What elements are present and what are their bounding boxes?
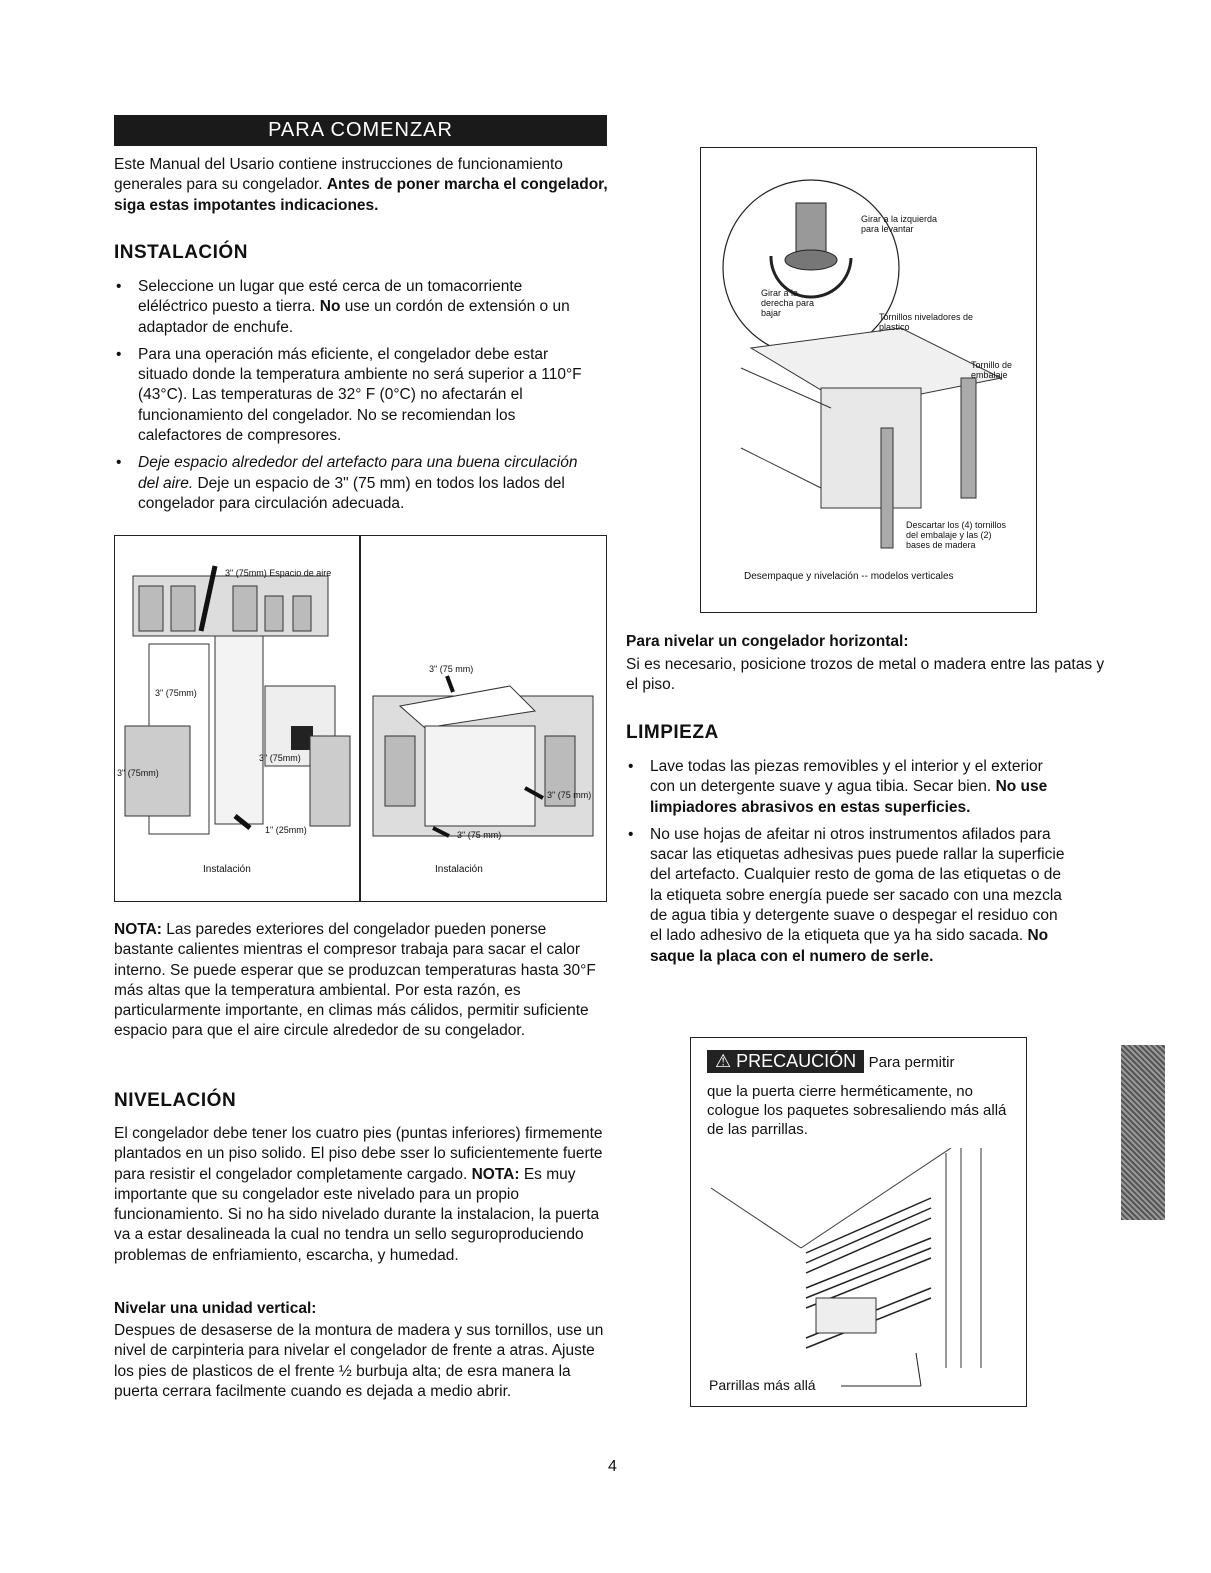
subheading-vertical: Nivelar una unidad vertical: xyxy=(114,1300,317,1317)
label-turn-left: Girar a la izquierda para levantar xyxy=(861,214,938,234)
list-item xyxy=(114,453,584,514)
caption-left: Instalación xyxy=(203,864,251,875)
label-back-gap: 1" (25mm) xyxy=(265,825,307,835)
intro-text: Este Manual del Usario contiene instrucciones de funcionamiento generales para su congelador. xyxy=(114,156,563,194)
caption-right: Instalación xyxy=(435,864,483,875)
list-item-bold: No use limpiadores abrasivos en estas superficies. xyxy=(650,778,1048,816)
label-right-gap: 3" (75 mm) xyxy=(547,790,592,800)
nota-label: NOTA: xyxy=(114,921,162,938)
list-item xyxy=(626,825,1066,967)
list-item xyxy=(626,757,1066,818)
list-item-text: use un cordón de extensión o un adaptador de enchufe. xyxy=(138,298,570,336)
nivelacion-paragraph xyxy=(114,1124,604,1266)
label-leveling-screws: Tornillos niveladores de plastico xyxy=(879,312,974,332)
limpieza-list xyxy=(626,757,1066,974)
installation-figure xyxy=(114,535,607,902)
nivelacion-text: Es muy importante que su congelador este nivelado para un propio funcionamiento. Si no ha sido nivelado durante la instalacion, la puerta va a estar desalineada la cual no tendra un sello seguroproduciendo problemas de enfriamiento, escarcha, y humedad. xyxy=(114,1165,600,1264)
intro-bold-text: Antes de poner marcha el congelador, siga estas impotantes indicaciones. xyxy=(114,176,608,214)
heading-nivelacion: NIVELACIÓN xyxy=(114,1090,237,1111)
leveling-caption: Desempaque y nivelación -- modelos verticales xyxy=(744,571,954,582)
nivelacion-note-label: NOTA: xyxy=(471,1165,520,1183)
label-top-gap: 3" (75 mm) xyxy=(429,664,474,674)
label-bottom-gap: 3" (75 mm) xyxy=(457,830,502,840)
shelf-illustration xyxy=(691,1148,1026,1398)
list-item-bold: No xyxy=(319,298,341,316)
list-item-italic: Deje espacio alrededor del artefacto para una buena circulación del aire. xyxy=(138,454,578,492)
leveling-figure xyxy=(700,147,1037,613)
installation-illustration xyxy=(115,536,606,901)
shelf-label: Parrillas más allá xyxy=(709,1377,816,1393)
label-crate-screw: Tornillo de embalaje xyxy=(971,360,1013,380)
caution-header xyxy=(707,1050,1017,1073)
label-air-space: 3" (75mm) Espacio de aire xyxy=(225,568,332,578)
page-number: 4 xyxy=(608,1458,617,1475)
list-item-text: Para una operación más eficiente, el congelador debe estar situado donde la temperatura ambiente no será superior a 110°F (43°C). Las temperaturas de 32° F (0°C) no afectarán el funcionamiento del congelador. No se recomiendan los calefactores de compresores. xyxy=(138,345,582,445)
list-item xyxy=(114,277,584,338)
label-side-gap: 3" (75mm) xyxy=(155,688,197,698)
caution-tag-text: PRECAUCIÓN xyxy=(736,1051,857,1071)
heading-instalacion: INSTALACIÓN xyxy=(114,242,248,263)
list-item xyxy=(114,345,584,446)
caution-text: que la puerta cierre herméticamente, no cologue los paquetes sobresaliendo más allá de las parrillas. xyxy=(707,1083,1007,1138)
label-discard: Descartar los (4) tornillos del embalaje y las (2) bases de madera xyxy=(906,520,1007,550)
label-low-gap: 3" (75mm) xyxy=(117,768,159,778)
list-item-text: Seleccione un lugar que esté cerca de un tomacorriente eléléctrico puesto a tierra. xyxy=(138,278,523,316)
label-turn-right: Girar a la derecha para bajar xyxy=(761,288,815,318)
horizontal-paragraph: Si es necesario, posicione trozos de metal o madera entre las patas y el piso. xyxy=(626,656,1105,694)
list-item-text: No use hojas de afeitar ni otros instrumentos afilados para sacar las etiquetas adhesivas pues puede rallar la superficie del artefacto. Cualquier resto de goma de las etiquetas o de la etiqueta sobre energía puede ser sacado con una mezcla de agua tibia y detergente suave o despegar el residuo con el lado adhesivo de la etiqueta que ya ha sido sacada. xyxy=(650,825,1065,945)
language-tab xyxy=(1121,1045,1165,1220)
section-title: PARA COMENZAR xyxy=(114,115,607,146)
list-item-bold: No saque la placa con el numero de serle. xyxy=(650,927,1049,965)
instalacion-list xyxy=(114,277,584,521)
vertical-paragraph: Despues de desaserse de la montura de madera y sus tornillos, use un nivel de carpinteria para nivelar el congelador de frente a atras. Ajuste los pies de plasticos de el frente ½ burbuja alta; de esra manera la puerta cerrara facilmente cuando es dejada a medio abrir. xyxy=(114,1322,604,1400)
nota-text: Las paredes exteriores del congelador pueden ponerse bastante calientes mientras el compresor trabaja para sacar el calor interno. Se puede esperar que se produzcan temperaturas hasta 30°F más altas que la temperatura ambiental. Por esta razón, es particularmente importante, en climas más cálidos, permitir suficiente espacio para que el aire circule alrededor de su congelador. xyxy=(114,921,596,1040)
heading-limpieza: LIMPIEZA xyxy=(626,722,719,743)
nota-paragraph xyxy=(114,920,604,1042)
intro-paragraph xyxy=(114,155,609,216)
caution-box xyxy=(690,1037,1027,1407)
list-item-text: Deje un espacio de 3" (75 mm) en todos los lados del congelador para circulación adecuada. xyxy=(138,474,565,512)
label-mid-gap: 3" (75mm) xyxy=(259,753,301,763)
list-item-text: Lave todas las piezas removibles y el interior y el exterior con un detergente suave y agua tibia. Secar bien. xyxy=(650,758,1043,796)
caution-lead: Para permitir xyxy=(868,1054,955,1071)
caution-tag xyxy=(707,1050,864,1073)
warning-icon: ⚠ xyxy=(715,1051,732,1071)
nivelacion-text: El congelador debe tener los cuatro pies (puntas inferiores) firmemente plantados en un piso solido. El piso debe sser lo suficientemente fuerte para resistir el congelador completamente cargado. xyxy=(114,1125,603,1183)
subheading-horizontal: Para nivelar un congelador horizontal: xyxy=(626,633,909,650)
